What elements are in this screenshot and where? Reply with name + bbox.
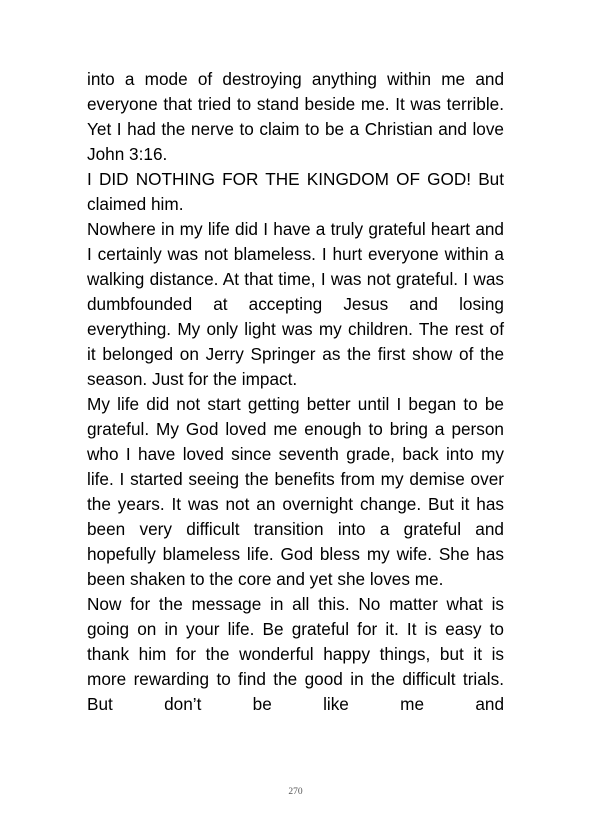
paragraph-4: My life did not start getting better until I began to be grateful. My God loved me enough to bring a person who I have loved since seventh grade, back into my life. I started seeing the benefits from my demise over the years. It was not an overnight change. But it has been very difficult transition into a grateful and hopefully blameless life. God bless my wife. She has been shaken to the core and yet she loves me. — [87, 394, 504, 589]
paragraph-2: I DID NOTHING FOR THE KINGDOM OF GOD! But claimed him. — [87, 169, 504, 214]
paragraph-5: Now for the message in all this. No matter what is going on in your life. Be grateful for it. It is easy to thank him for the wonderful happy things, but it is more rewarding to find the good in the difficult trials. But don’t be like me and — [87, 594, 504, 714]
paragraph-1: into a mode of destroying anything within me and everyone that tried to stand beside me. It was terrible. Yet I had the nerve to claim to be a Christian and love John 3:16. — [87, 69, 504, 164]
paragraph-3: Nowhere in my life did I have a truly grateful heart and I certainly was not blameless. I hurt everyone within a walking distance. At that time, I was not grateful. I was dumbfounded at accepting Jesus and losing everything. My only light was my children. The rest of it belonged on Jerry Springer as the first show of the season. Just for the impact. — [87, 219, 504, 389]
page-number: 270 — [288, 787, 303, 797]
body-text — [87, 67, 504, 717]
